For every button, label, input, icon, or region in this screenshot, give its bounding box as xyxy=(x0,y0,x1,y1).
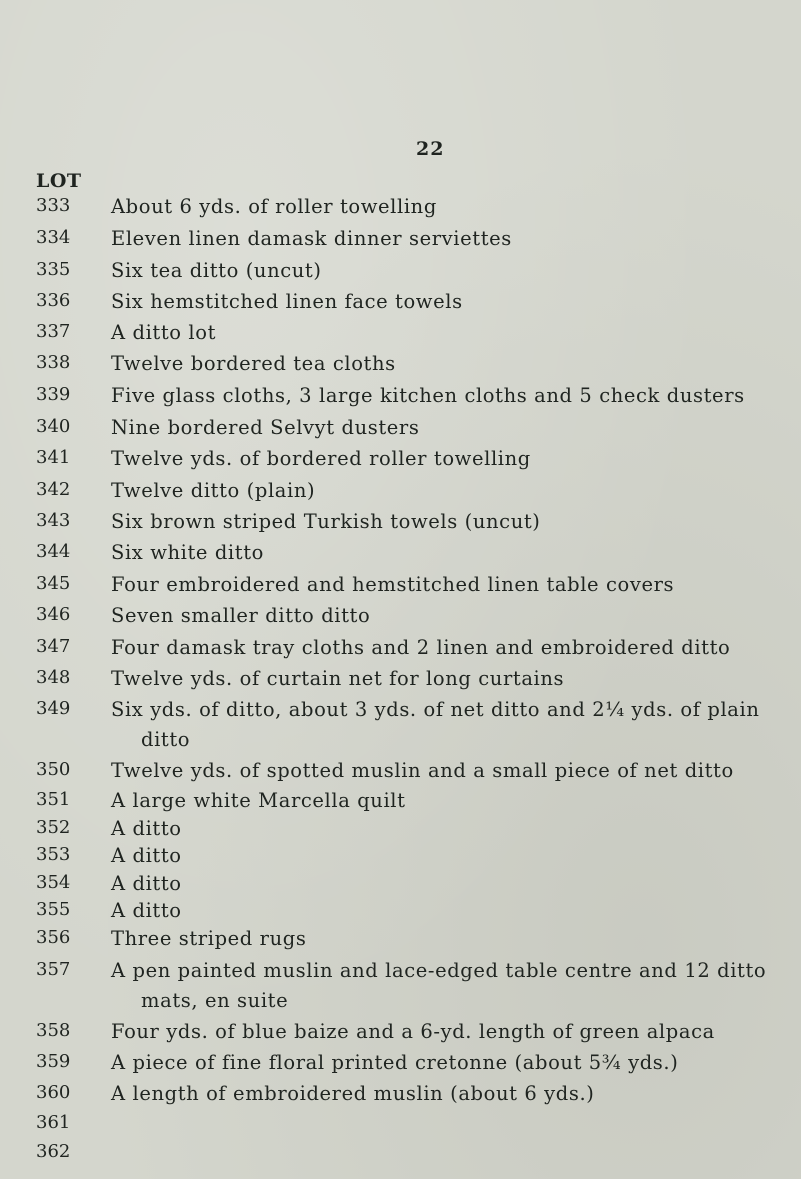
lot-description: Three striped rugs xyxy=(111,927,307,950)
lot-number: 356 xyxy=(36,927,71,948)
lot-description: Twelve yds. of spotted muslin and a small piece of net ditto xyxy=(111,759,734,782)
lot-number: 339 xyxy=(36,384,71,405)
lot-description: A ditto xyxy=(111,844,182,867)
lot-description: Four yds. of blue baize and a 6-yd. length of green alpaca xyxy=(111,1020,715,1043)
lot-number: 344 xyxy=(36,541,71,562)
lot-description: About 6 yds. of roller towelling xyxy=(111,195,437,218)
lot-description-continuation: mats, en suite xyxy=(141,988,289,1012)
lot-description: Six white ditto xyxy=(111,541,264,564)
lot-number: 355 xyxy=(36,899,71,920)
lot-number: 358 xyxy=(36,1020,71,1041)
lot-description: Six brown striped Turkish towels (uncut) xyxy=(111,510,541,533)
lot-description: Eleven linen damask dinner serviettes xyxy=(111,227,512,250)
lot-number: 333 xyxy=(36,195,71,216)
lot-number: 360 xyxy=(36,1082,71,1103)
lot-description: Five glass cloths, 3 large kitchen cloths and 5 check dusters xyxy=(111,384,745,407)
lot-number: 335 xyxy=(36,259,71,280)
lot-description-continuation: ditto xyxy=(141,727,191,751)
lot-number: 361 xyxy=(36,1112,71,1133)
lot-number: 338 xyxy=(36,352,71,373)
lot-number: 341 xyxy=(36,447,71,468)
lot-description: A length of embroidered muslin (about 6 yds.) xyxy=(111,1082,595,1105)
lot-description: Nine bordered Selvyt dusters xyxy=(111,416,420,439)
lot-number: 336 xyxy=(36,290,71,311)
lot-description: Four embroidered and hemstitched linen table covers xyxy=(111,573,675,596)
lot-number: 348 xyxy=(36,667,71,688)
lot-description: Twelve ditto (plain) xyxy=(111,479,316,502)
lot-description-line: Six yds. of ditto, about 3 yds. of net ditto and 2¼ yds. of plain xyxy=(111,698,760,721)
lot-description: Seven smaller ditto ditto xyxy=(111,604,371,627)
lot-description: A large white Marcella quilt xyxy=(111,789,406,812)
lot-number: 350 xyxy=(36,759,71,780)
lot-description: Six hemstitched linen face towels xyxy=(111,290,463,313)
lot-number: 342 xyxy=(36,479,71,500)
lot-number: 334 xyxy=(36,227,71,248)
lot-number: 343 xyxy=(36,510,71,531)
lot-number: 337 xyxy=(36,321,71,342)
lot-description: A piece of fine floral printed cretonne (about 5¾ yds.) xyxy=(111,1051,679,1074)
lot-description: Twelve yds. of curtain net for long curtains xyxy=(111,667,565,690)
lot-number: 340 xyxy=(36,416,71,437)
lot-description xyxy=(111,959,767,1012)
lot-description xyxy=(111,698,760,751)
lot-number: 353 xyxy=(36,844,71,865)
lot-number: 352 xyxy=(36,817,71,838)
lot-number: 345 xyxy=(36,573,71,594)
lot-description-line: A pen painted muslin and lace-edged table centre and 12 ditto xyxy=(111,959,767,982)
lot-number: 346 xyxy=(36,604,71,625)
lot-description: A ditto xyxy=(111,899,182,922)
lot-number: 354 xyxy=(36,872,71,893)
page-number: 22 xyxy=(416,138,445,160)
lot-description: A ditto lot xyxy=(111,321,217,344)
lot-description: Six tea ditto (uncut) xyxy=(111,259,322,282)
lot-description: Twelve bordered tea cloths xyxy=(111,352,396,375)
lot-description: Twelve yds. of bordered roller towelling xyxy=(111,447,531,470)
lot-number: 349 xyxy=(36,698,71,719)
lot-number: 362 xyxy=(36,1141,71,1162)
lot-description: A ditto xyxy=(111,817,182,840)
lot-number: 347 xyxy=(36,636,71,657)
lot-number: 351 xyxy=(36,789,71,810)
lot-column-header: LOT xyxy=(36,170,82,192)
lot-number: 359 xyxy=(36,1051,71,1072)
lot-description: A ditto xyxy=(111,872,182,895)
lot-description: Four damask tray cloths and 2 linen and embroidered ditto xyxy=(111,636,731,659)
lot-number: 357 xyxy=(36,959,71,980)
